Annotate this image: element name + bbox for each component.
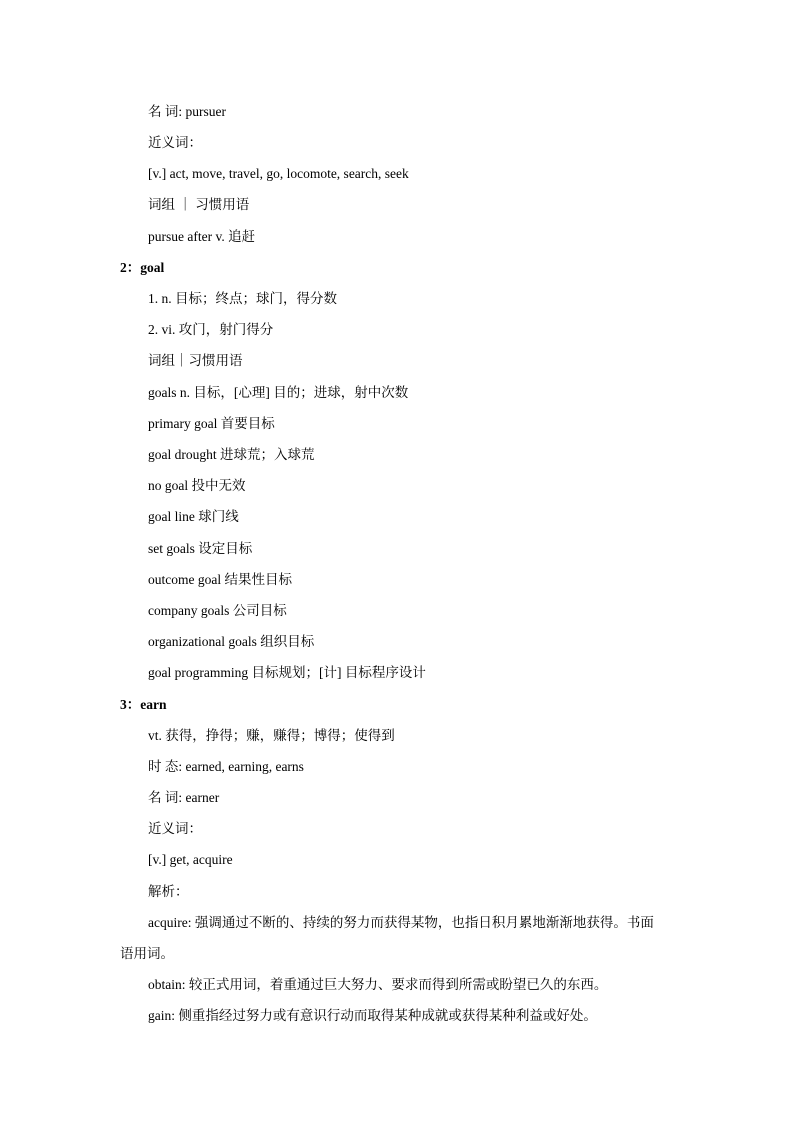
text-line: 时 态: earned, earning, earns — [148, 759, 304, 774]
text-line: vt. 获得，挣得；赚，赚得；博得；使得到 — [148, 728, 395, 743]
text-line: goal programming 目标规划；[计] 目标程序设计 — [148, 665, 426, 680]
text-line: goals n. 目标，[心理] 目的；进球，射中次数 — [148, 385, 409, 400]
text-line: 词组｜习惯用语 — [148, 353, 243, 368]
section-heading: 3：earn — [120, 697, 167, 712]
text-line: 名 词: earner — [148, 790, 220, 805]
text-line: [v.] act, move, travel, go, locomote, search, seek — [148, 166, 409, 181]
text-line: primary goal 首要目标 — [148, 416, 275, 431]
text-line: pursue after v. 追赶 — [148, 229, 256, 244]
text-line: [v.] get, acquire — [148, 852, 233, 867]
text-line: obtain: 较正式用词，着重通过巨大努力、要求而得到所需或盼望已久的东西。 — [148, 977, 608, 992]
text-line: set goals 设定目标 — [148, 541, 253, 556]
text-line: no goal 投中无效 — [148, 478, 246, 493]
text-line: 词组 ｜ 习惯用语 — [148, 197, 250, 212]
text-line: goal line 球门线 — [148, 509, 239, 524]
text-line: company goals 公司目标 — [148, 603, 287, 618]
text-line: organizational goals 组织目标 — [148, 634, 315, 649]
text-line: 近义词： — [148, 135, 202, 150]
text-line: outcome goal 结果性目标 — [148, 572, 292, 587]
text-line: 近义词： — [148, 821, 202, 836]
text-line: 解析： — [148, 884, 189, 899]
text-line: 1. n. 目标；终点；球门，得分数 — [148, 291, 337, 306]
paragraph: acquire: 强调通过不断的、持续的努力而获得某物，也指日积月累地渐渐地获得。书面语用词。 — [120, 915, 654, 961]
text-line: 2. vi. 攻门，射门得分 — [148, 322, 274, 337]
text-line: gain: 侧重指经过努力或有意识行动而取得某种成就或获得某种利益或好处。 — [148, 1008, 597, 1023]
text-line: goal drought 进球荒；入球荒 — [148, 447, 315, 462]
text-line: 名 词: pursuer — [148, 104, 226, 119]
section-heading: 2：goal — [120, 260, 165, 275]
